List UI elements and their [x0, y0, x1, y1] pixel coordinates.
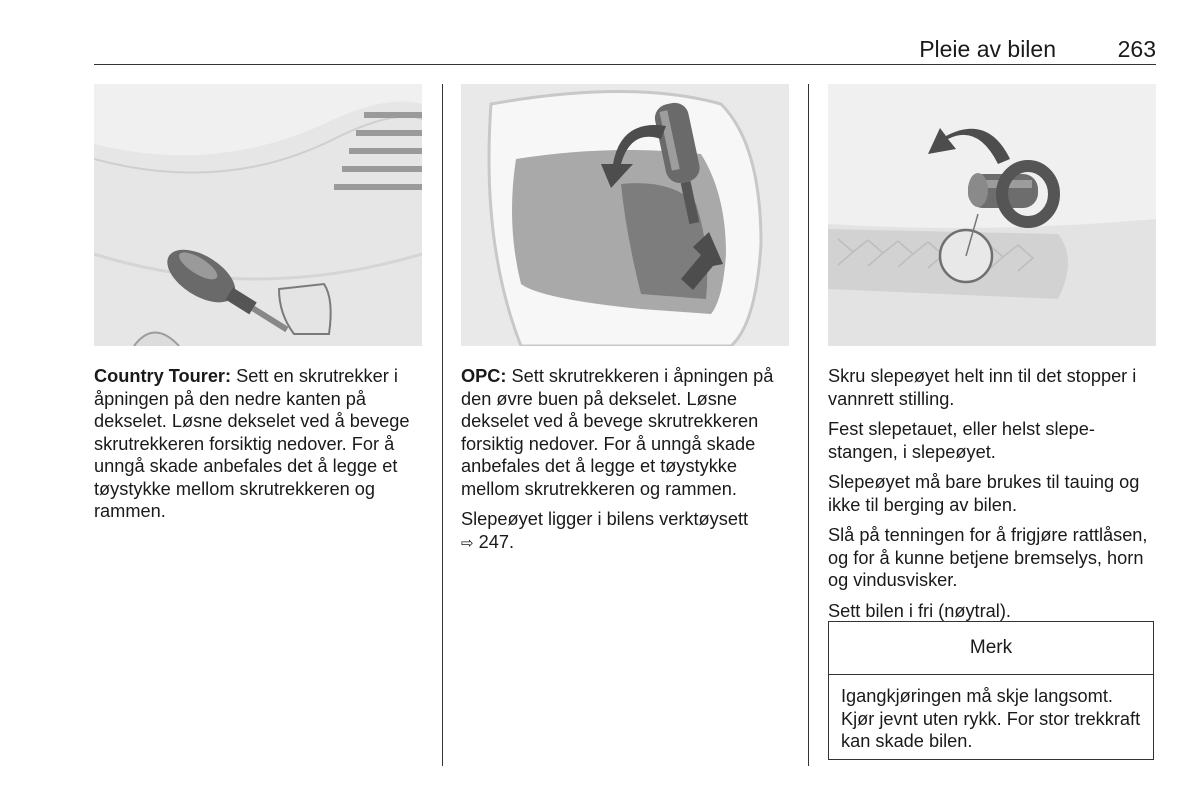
column-3-text [828, 365, 1158, 630]
page-header [94, 30, 1156, 65]
column-divider [442, 84, 443, 766]
variant-label: OPC: [461, 366, 507, 386]
paragraph: Skru slepeøyet helt inn til det stopper i vannrett stilling. [828, 366, 1137, 409]
column-2-text [461, 365, 791, 563]
instruction-paragraph: Country Tourer: Sett en skrutrekker i åpningen på den nedre kanten på dekselet. Løsne dekselet ved å bevege skrutrekkeren forsiktig nedover. For å unngå skade anbefales det å legge et tøystykke mellom skrutrekkeren og rammen. [94, 366, 410, 521]
note-body: Igangkjøringen må skje langsomt. Kjør jevnt uten rykk. For stor trekkraft kan skade bilen. [841, 686, 1141, 751]
column-1-text [94, 365, 424, 531]
paragraph: Slepeøyet må bare brukes til tauing og ikke til berging av bilen. [828, 472, 1140, 515]
note-title: Merk [829, 622, 1153, 675]
page-reference-arrow-icon: ⇨ [461, 534, 474, 552]
column-divider [808, 84, 809, 766]
figure-towing-eye [828, 84, 1156, 346]
page-number: 263 [1117, 36, 1156, 62]
section-title: Pleie av bilen [919, 36, 1056, 62]
paragraph: Sett bilen i fri (nøytral). [828, 600, 1011, 621]
figure-country-tourer-screwdriver [94, 84, 422, 346]
note-box [828, 621, 1154, 760]
reference-paragraph: Slepeøyet ligger i bilens verktøysett ⇨ 247. [461, 509, 749, 552]
page-reference[interactable]: 247. [478, 531, 515, 552]
paragraph: Slå på tenningen for å frigjøre rattlåsen, og for å kunne betjene bremselys, horn og vindusvisker. [828, 525, 1148, 590]
paragraph: Fest slepetauet, eller helst slepestangen, i slepeøyet. [828, 419, 1095, 462]
variant-label: Country Tourer: [94, 366, 232, 386]
figure-opc-screwdriver [461, 84, 789, 346]
instruction-paragraph: OPC: Sett skrutrekkeren i åpningen på den øvre buen på dekselet. Løsne dekselet ved å bevege skrutrekkeren forsiktig nedover. For å unngå skade anbefales det å legge et tøystykke mellom skrutrekkeren og rammen. [461, 366, 774, 499]
